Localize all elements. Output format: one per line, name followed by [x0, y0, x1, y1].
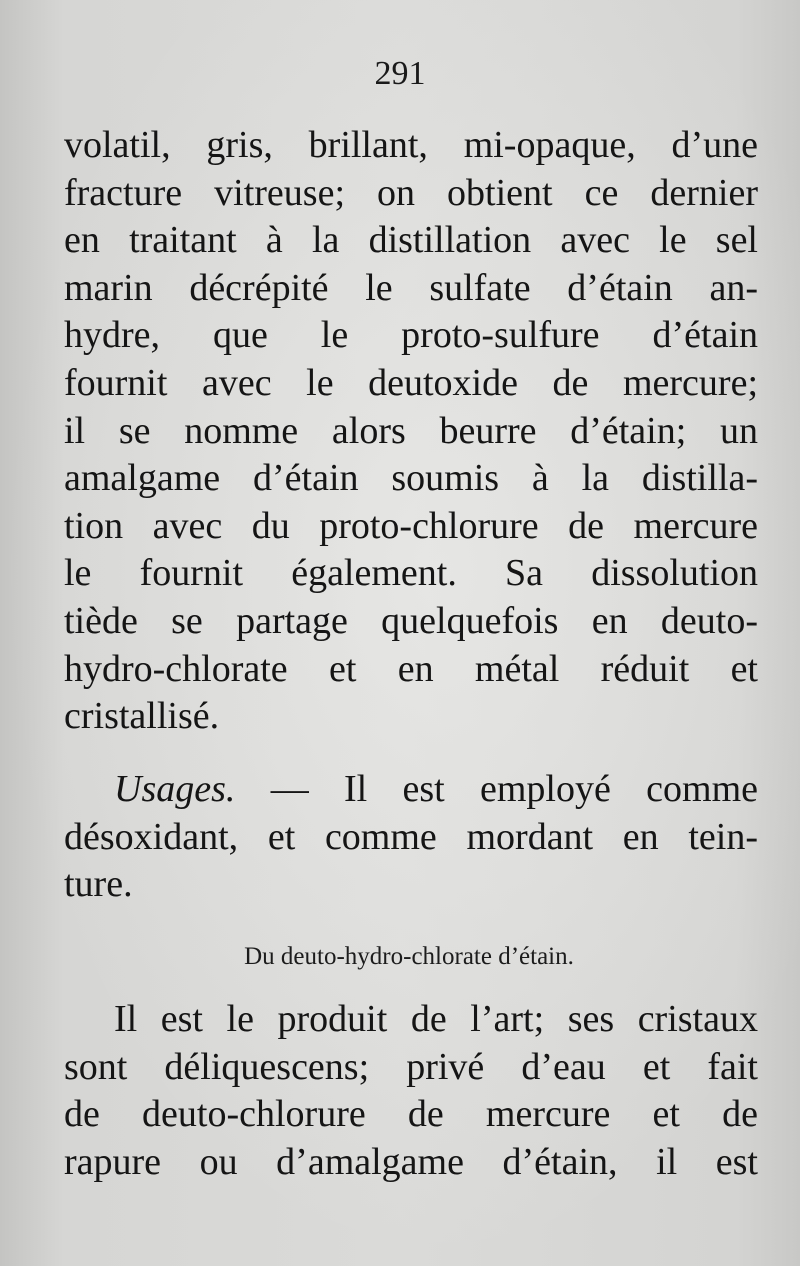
text-line: il se nomme alors beurre d’étain; un	[64, 409, 758, 452]
text-line: tion avec du proto-chlorure de mercure	[64, 504, 758, 547]
text-line: fournit avec le deutoxide de mercure;	[64, 361, 758, 404]
text-line: cristallisé.	[64, 695, 220, 738]
text-line: sont déliquescens; privé d’eau et fait	[64, 1045, 758, 1088]
text-line: désoxidant, et comme mordant en tein-	[64, 815, 758, 858]
text-line: tiède se partage quelquefois en deuto-	[64, 599, 758, 642]
text-line: de deuto-chlorure de mercure et de	[64, 1093, 758, 1136]
text-line: hydro-chlorate et en métal réduit et	[64, 647, 758, 690]
usages-line	[64, 766, 758, 814]
usages-text: — Il est employé comme	[235, 768, 758, 810]
usages-label: Usages.	[114, 768, 236, 810]
text-line: hydre, que le proto-sulfure d’étain	[64, 314, 758, 357]
text-line: fracture vitreuse; on obtient ce dernier	[64, 171, 758, 214]
paragraph-second	[64, 996, 758, 1186]
page-number: 291	[374, 55, 426, 92]
text-line: volatil, gris, brillant, mi-opaque, d’une	[64, 124, 758, 166]
text-line: rapure ou d’amalgame d’étain, il est	[64, 1140, 758, 1183]
text-line: Il est le produit de l’art; ses cristaux	[114, 998, 758, 1040]
text-line: le fournit également. Sa dissolution	[64, 552, 758, 595]
text-line: en traitant à la distillation avec le sel	[64, 219, 758, 262]
section-heading: Du deuto-hydro-chlorate d’étain.	[244, 943, 574, 970]
paragraph-main	[64, 122, 758, 741]
text-line: marin décrépité le sulfate d’étain an-	[64, 266, 758, 309]
text-line: ture.	[64, 863, 133, 906]
text-line: amalgame d’étain soumis à la distilla-	[64, 457, 758, 500]
paragraph-usages	[64, 766, 758, 909]
